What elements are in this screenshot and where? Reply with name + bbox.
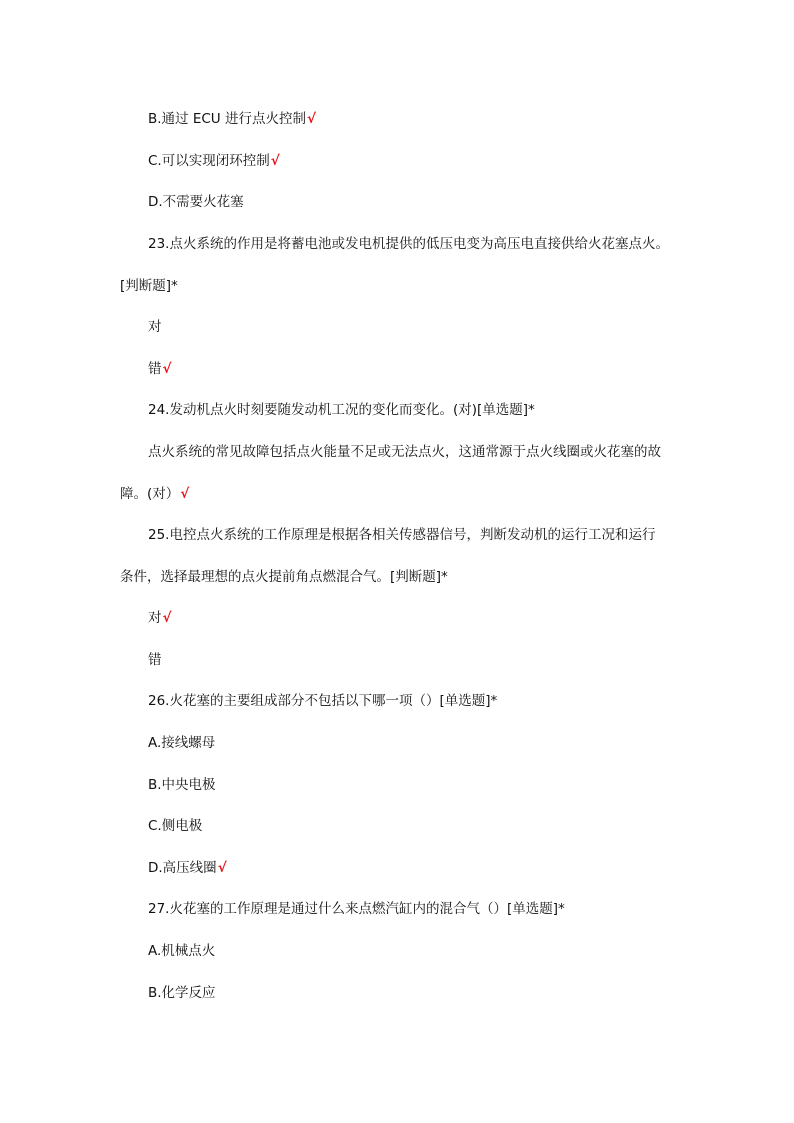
line-text: D.不需要火花塞 xyxy=(148,194,244,210)
question-26-option-b xyxy=(0,776,794,794)
option-d-no-spark-plug xyxy=(0,193,794,211)
question-26-option-a xyxy=(0,734,794,752)
check-mark-icon: √ xyxy=(217,860,227,876)
line-text: 23.点火系统的作用是将蓄电池或发电机提供的低压电变为高压电直接供给火花塞点火。 xyxy=(148,236,669,252)
line-text: B.化学反应 xyxy=(148,985,216,1001)
question-24-explanation-cont xyxy=(0,485,794,503)
line-text: 对 xyxy=(148,319,162,335)
line-text: 障。(对） xyxy=(120,486,180,502)
line-text: 26.火花塞的主要组成部分不包括以下哪一项（）[单选题]* xyxy=(148,693,498,709)
line-text: A.机械点火 xyxy=(148,943,216,959)
check-mark-icon: √ xyxy=(162,610,172,626)
line-text: C.可以实现闭环控制 xyxy=(148,153,270,169)
question-24-explanation xyxy=(0,443,794,461)
question-23 xyxy=(0,235,794,253)
question-25-cont xyxy=(0,568,794,586)
line-text: B.中央电极 xyxy=(148,777,216,793)
line-text: 点火系统的常见故障包括点火能量不足或无法点火，这通常源于点火线圈或火花塞的故 xyxy=(148,444,661,460)
question-25-option-false xyxy=(0,651,794,669)
question-27-option-b xyxy=(0,984,794,1002)
question-24 xyxy=(0,401,794,419)
question-26-option-c xyxy=(0,817,794,835)
question-25-option-true xyxy=(0,609,794,627)
line-text: C.侧电极 xyxy=(148,818,203,834)
option-b-ecu-control xyxy=(0,110,794,128)
question-25 xyxy=(0,526,794,544)
line-text: 24.发动机点火时刻要随发动机工况的变化而变化。(对)[单选题]* xyxy=(148,402,535,418)
question-23-option-false xyxy=(0,360,794,378)
line-text: 25.电控点火系统的工作原理是根据各相关传感器信号，判断发动机的运行工况和运行 xyxy=(148,527,656,543)
check-mark-icon: √ xyxy=(180,486,190,502)
line-text: 错 xyxy=(148,361,162,377)
line-text: D.高压线圈 xyxy=(148,860,217,876)
question-23-option-true xyxy=(0,318,794,336)
option-c-closed-loop xyxy=(0,152,794,170)
check-mark-icon: √ xyxy=(162,361,172,377)
check-mark-icon: √ xyxy=(270,153,280,169)
question-27-option-a xyxy=(0,942,794,960)
line-text: B.通过 ECU 进行点火控制 xyxy=(148,111,306,127)
line-text: 错 xyxy=(148,652,162,668)
line-text: A.接线螺母 xyxy=(148,735,216,751)
line-text: 27.火花塞的工作原理是通过什么来点燃汽缸内的混合气（）[单选题]* xyxy=(148,901,565,917)
question-27 xyxy=(0,900,794,918)
question-23-type xyxy=(0,277,794,295)
line-text: 条件，选择最理想的点火提前角点燃混合气。[判断题]* xyxy=(120,569,448,585)
question-26 xyxy=(0,692,794,710)
check-mark-icon: √ xyxy=(306,111,316,127)
line-text: 对 xyxy=(148,610,162,626)
question-26-option-d xyxy=(0,859,794,877)
line-text: [判断题]* xyxy=(120,278,178,294)
